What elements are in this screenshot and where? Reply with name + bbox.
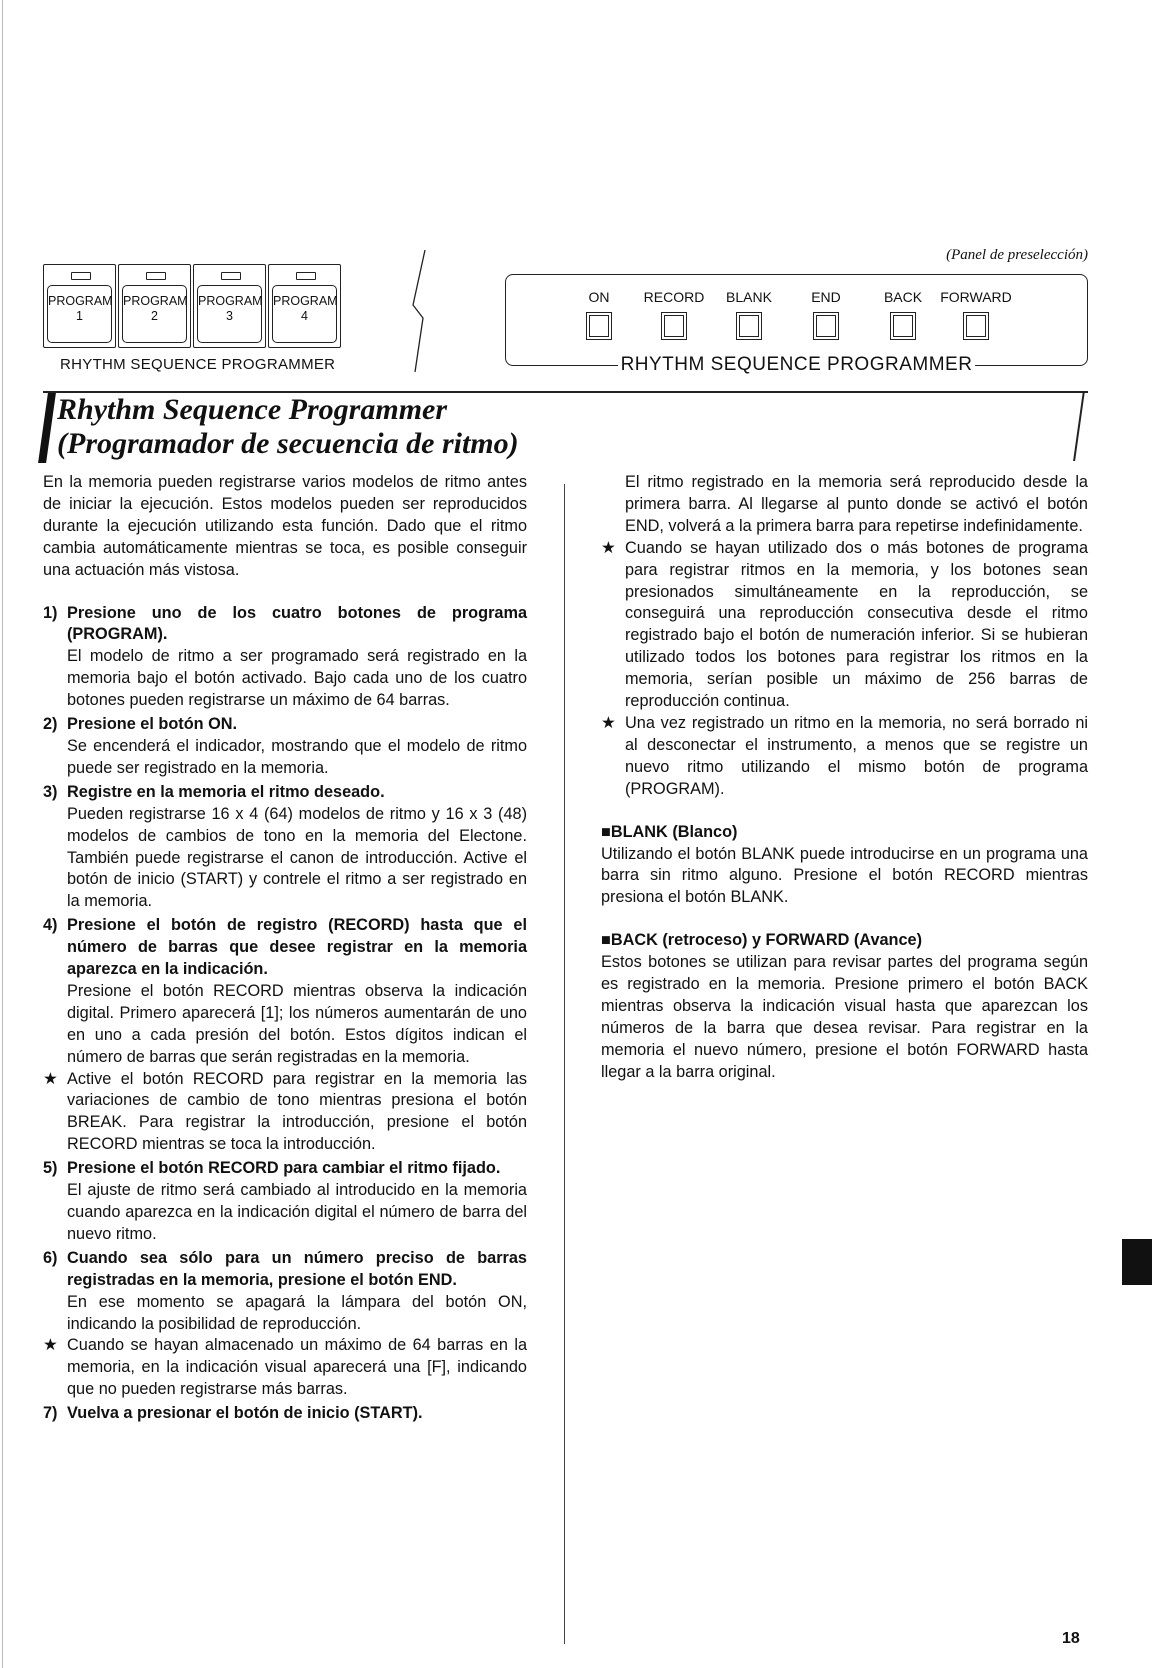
button-label: PROGRAM [48,294,113,308]
step-number: 7) [43,1404,58,1423]
note-text: Active el botón RECORD para registrar en la memoria las variaciones de cambio de tono mientras presiona el botón BREAK. Para registrar la introducción, presione el botón RECORD mientras se toca la introducción. [67,1069,527,1154]
step-number: 1) [43,603,58,622]
note-text: Una vez registrado un ritmo en la memoria, no será borrado ni al desconectar el instrumento, a menos que se registre un nuevo ritmo utilizando el mismo botón de programa (PROGRAM). [625,713,1088,798]
note [43,1335,527,1401]
button-label: ON [588,289,610,305]
step-title [43,1403,527,1425]
intro-paragraph: En la memoria pueden registrarse varios modelos de ritmo antes de iniciar la ejecución. Estos modelos pueden ser reproducidos durante la ejecución utilizando esta función. Dado que el ritmo cambia automáticamente mientras se toca, es posible conseguir una actuación más vistosa. [43,473,527,579]
note-text: Cuando se hayan almacenado un máximo de 64 barras en la memoria, en la indicación visual aparecerá una [F], indicando que no pueden registrarse más barras. [67,1336,527,1399]
panel-note: (Panel de preselección) [946,247,1088,263]
panel-button-back [863,289,943,340]
button-number: 2 [151,309,158,323]
column-divider [564,484,565,1644]
button-label: BACK [883,289,923,305]
panel-button-forward [936,289,1016,340]
led-indicator [146,272,166,280]
scan-edge-line [2,0,3,1668]
left-diagram-caption: RHYTHM SEQUENCE PROGRAMMER [60,356,336,373]
star-icon: ★ [601,538,616,557]
step-title-text: Presione el botón de registro (RECORD) hasta que el número de barras que desee registrar en la memoria aparezca en la indicación. [67,916,527,979]
program-button-4 [268,264,341,348]
step-title [43,1158,527,1180]
panel-button-record [634,289,714,340]
button-label: BLANK [726,289,772,305]
star-icon: ★ [601,713,616,732]
button-number: 3 [226,309,233,323]
step-number: 5) [43,1159,58,1178]
note-text: Cuando se hayan utilizado dos o más botones de programa para registrar ritmos en la memoria, y los botones sean presionados simultáneamente en la reproducción, se conseguirá una reproducción consecutiva desde el ritmo registrado bajo el botón de numeración inferior. Si se hubieran utilizado todos los botones para registrar los ritmos en la memoria, serían posible un máximo de 256 barras de reproducción continua. [625,538,1088,711]
rhythm-sequence-panel [505,274,1088,375]
title-right-rule [1073,391,1084,461]
led-indicator [71,272,91,280]
note [43,1069,527,1157]
page-title [57,393,519,461]
break-line-icon [405,250,445,375]
button-number: 1 [76,309,83,323]
button-label: PROGRAM [198,294,263,308]
step-number: 2) [43,715,58,734]
step-title-text: Vuelva a presionar el botón de inicio (START). [67,1404,423,1423]
section-body: Utilizando el botón BLANK puede introducirse en un programa una barra sin ritmo alguno. Presione el botón RECORD mientras presiona el botón BLANK. [601,844,1088,907]
program-button-2 [118,264,191,348]
right-column [601,472,1088,1084]
button-label: PROGRAM [273,294,338,308]
step-title [43,714,527,736]
step-body: En ese momento se apagará la lámpara del botón ON, indicando la posibilidad de reproducción. [67,1292,527,1333]
star-icon: ★ [43,1069,58,1088]
button-label: PROGRAM [123,294,188,308]
section-thumb-tab [1122,1239,1152,1285]
step-title-text: Presione el botón RECORD para cambiar el ritmo fijado. [67,1159,501,1178]
button-label: RECORD [643,289,705,305]
program-button-1 [43,264,116,348]
panel-button-end [786,289,866,340]
step-title-text: Presione uno de los cuatro botones de programa (PROGRAM). [67,603,527,644]
step-title [43,915,527,981]
panel-button-on [559,289,639,340]
title-line-1: Rhythm Sequence Programmer [57,393,448,426]
section-heading-blank: ■BLANK (Blanco) [601,822,738,841]
step-title [43,603,527,647]
step-title-text: Cuando sea sólo para un número preciso de barras registradas en la memoria, presione el botón END. [67,1248,527,1289]
led-indicator [296,272,316,280]
button-label: END [811,289,841,305]
step-number: 4) [43,916,58,935]
title-accent-bar [38,393,56,463]
step-7-body: El ritmo registrado en la memoria será reproducido desde la primera barra. Al llegarse al punto donde se activó el botón END, volverá a la primera barra para repetirse indefinidamente. [625,473,1088,535]
step-title-text: Registre en la memoria el ritmo deseado. [67,782,385,801]
note [601,713,1088,801]
step-title [43,1248,527,1292]
program-button-3 [193,264,266,348]
step-title-text: Presione el botón ON. [67,715,238,734]
page-number: 18 [1062,1630,1080,1647]
left-column [43,472,527,1425]
button-number: 4 [301,309,308,323]
section-body: Estos botones se utilizan para revisar partes del programa según es registrado en la memoria. Presione primero el botón BACK mientras observa la indicación visual hasta que aparezcan los números de la barra que desea revisar. Para registrar en la memoria el nuevo número, presione el botón FORWARD hasta llegar a la barra original. [601,953,1088,1081]
step-body: Pueden registrarse 16 x 4 (64) modelos de ritmo y 16 x 3 (48) modelos de cambios de tono en la memoria del Electone. También puede registrarse el canon de introducción. Active el botón de inicio (START) y contrele el ritmo a ser registrado en la memoria. [67,804,527,911]
led-indicator [221,272,241,280]
step-body: Presione el botón RECORD mientras observa la indicación digital. Primero aparecerá [1]; los números aumentarán de uno en uno a cada presión del botón. Estos dígitos indican el número de barras que serán registradas en la memoria. [67,981,527,1066]
panel-button-blank [709,289,789,340]
note [601,538,1088,713]
button-label: FORWARD [940,289,1012,305]
program-buttons-diagram [43,264,341,348]
section-heading-back-forward: ■BACK (retroceso) y FORWARD (Avance) [601,931,923,950]
title-line-2: (Programador de secuencia de ritmo) [57,427,519,460]
step-number: 6) [43,1248,58,1267]
star-icon: ★ [43,1336,58,1355]
step-title [43,782,527,804]
step-body: El modelo de ritmo a ser programado será registrado en la memoria bajo el botón activado. Bajo cada uno de los cuatro botones pueden registrarse un máximo de 64 barras. [67,647,527,710]
step-body: El ajuste de ritmo será cambiado al introducido en la memoria cuando aparezca en la indicación digital el número de barra del nuevo ritmo. [67,1181,527,1243]
panel-caption: RHYTHM SEQUENCE PROGRAMMER [618,354,976,376]
step-body: Se encenderá el indicador, mostrando que el modelo de ritmo puede ser registrado en la memoria. [67,736,527,777]
step-number: 3) [43,782,58,801]
